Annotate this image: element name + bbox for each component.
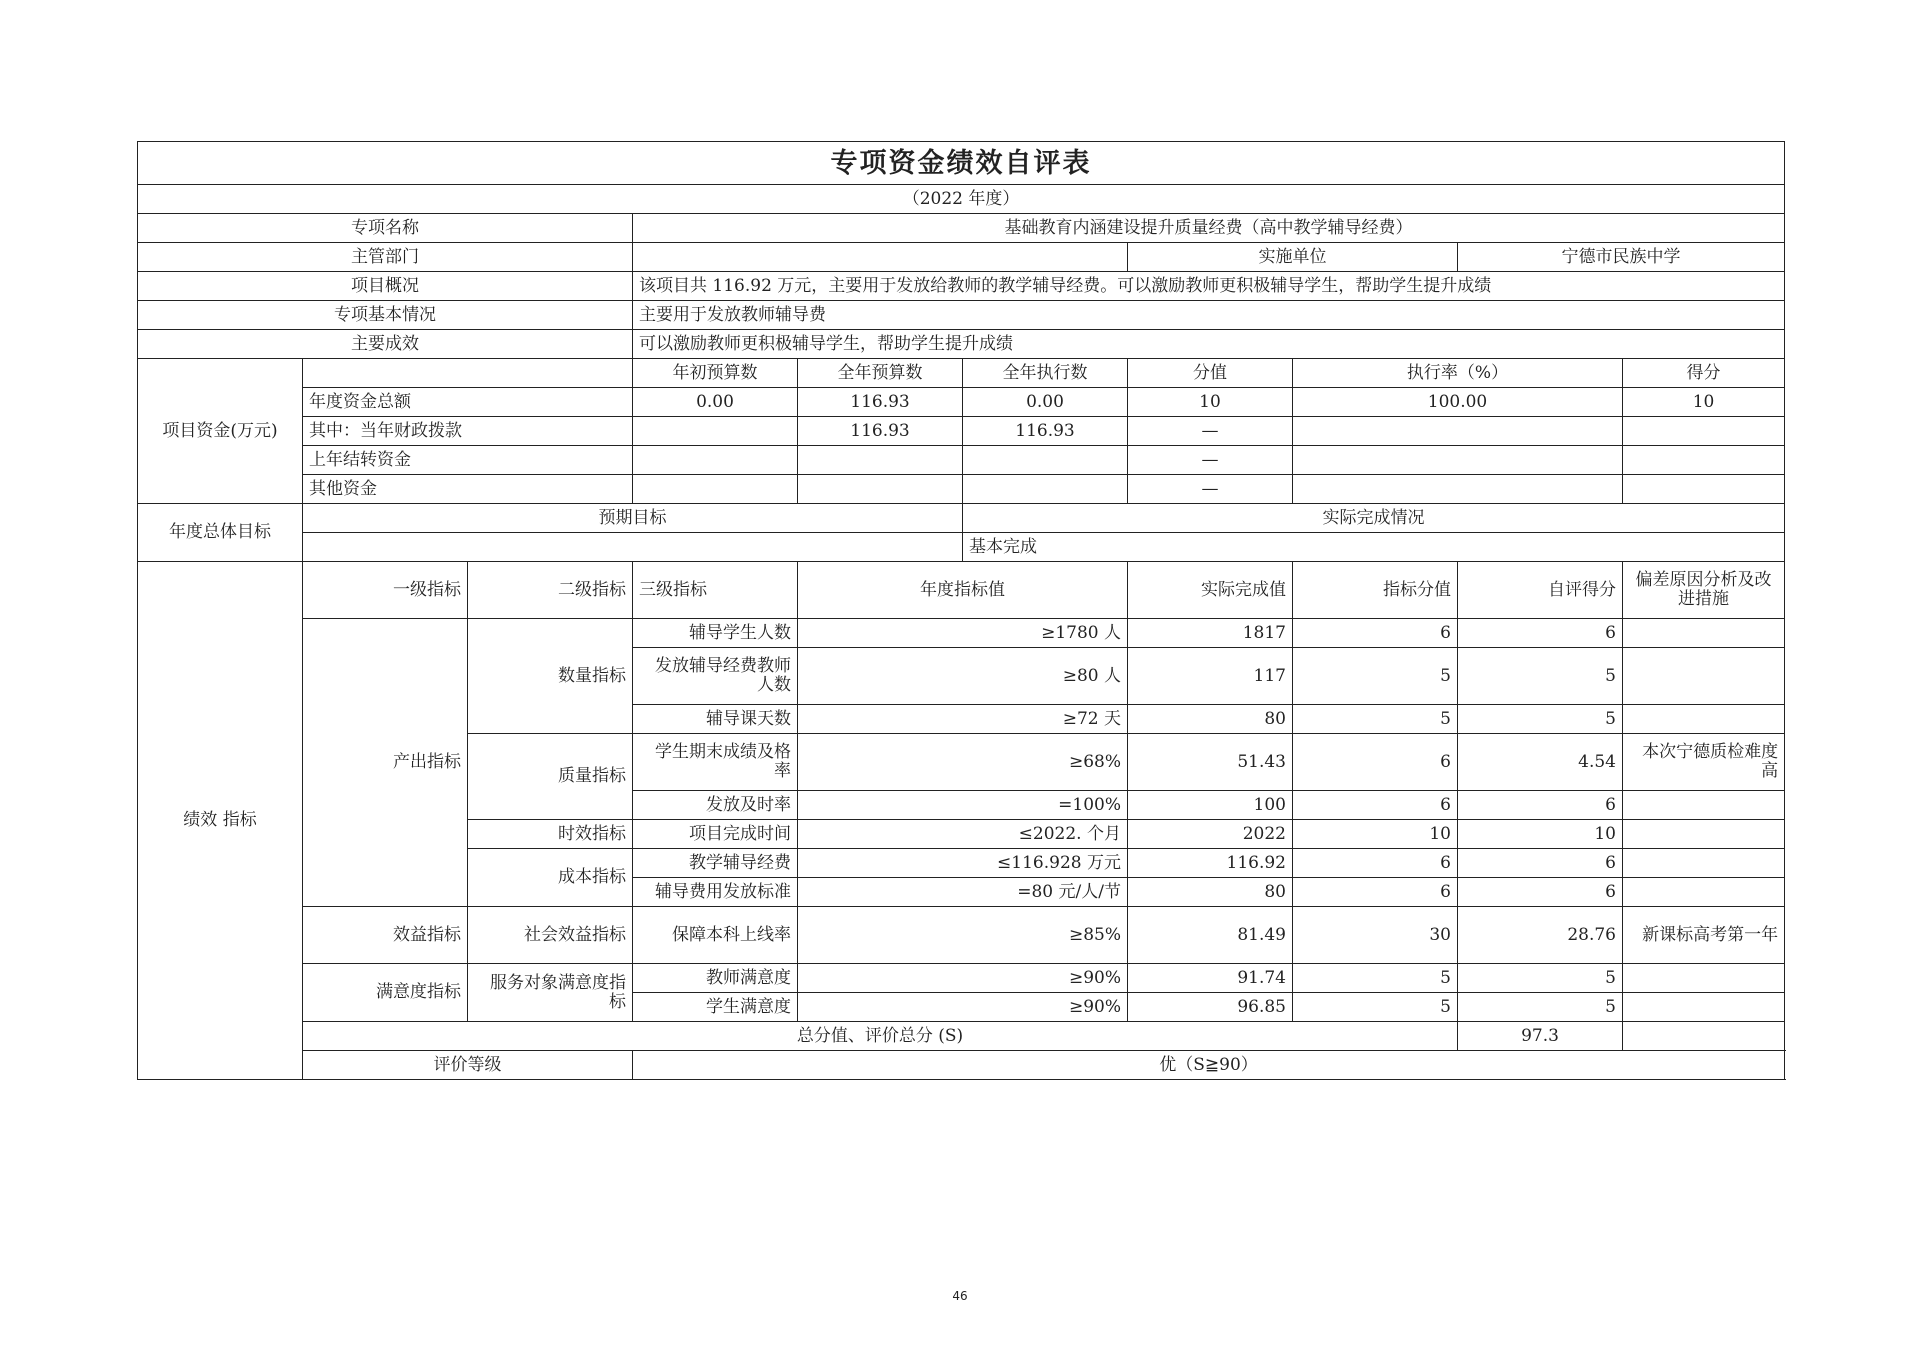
perf-header: 指标分值 [1293, 562, 1458, 619]
impl-unit: 宁德市民族中学 [1458, 243, 1785, 272]
page-number: 46 [952, 1289, 968, 1303]
indicator-actual: 81.49 [1128, 907, 1293, 964]
level1-benefit: 效益指标 [303, 907, 468, 964]
indicator-self-score: 28.76 [1458, 907, 1623, 964]
indicator-self-score: 5 [1458, 964, 1623, 993]
indicator-target: ≥85% [798, 907, 1128, 964]
grade-label: 评价等级 [303, 1051, 633, 1080]
funds-header: 全年预算数 [798, 359, 963, 388]
impl-unit-label: 实施单位 [1128, 243, 1458, 272]
indicator-actual: 2022 [1128, 820, 1293, 849]
results-text: 可以激励教师更积极辅导学生，帮助学生提升成绩 [633, 330, 1785, 359]
funds-cell: 116.93 [798, 388, 963, 417]
indicator-self-score: 10 [1458, 820, 1623, 849]
funds-row-name: 年度资金总额 [303, 388, 633, 417]
funds-cell: 0.00 [963, 388, 1128, 417]
indicator-name: 项目完成时间 [633, 820, 798, 849]
funds-cell: 100.00 [1293, 388, 1623, 417]
level2-cost: 成本指标 [468, 849, 633, 907]
grade-row [138, 1051, 1785, 1080]
funds-cell [633, 417, 798, 446]
dept-row [138, 243, 1785, 272]
funds-cell [1623, 446, 1785, 475]
funds-row [138, 388, 1785, 417]
funds-cell [1623, 417, 1785, 446]
fiscal-year: （2022 年度） [138, 185, 1785, 214]
perf-header: 三级指标 [633, 562, 798, 619]
indicator-actual: 117 [1128, 648, 1293, 705]
page-title: 专项资金绩效自评表 [138, 142, 1785, 185]
funds-cell: — [1128, 417, 1293, 446]
project-name-label: 专项名称 [138, 214, 633, 243]
indicator-target: ≥1780 人 [798, 619, 1128, 648]
level2-timeliness: 时效指标 [468, 820, 633, 849]
funds-cell [798, 446, 963, 475]
goals-row [138, 533, 1785, 562]
indicator-score: 30 [1293, 907, 1458, 964]
funds-cell: 0.00 [633, 388, 798, 417]
funds-cell: 116.93 [963, 417, 1128, 446]
funds-header: 得分 [1623, 359, 1785, 388]
funds-cell [633, 475, 798, 504]
indicator-note [1623, 964, 1785, 993]
indicator-score: 5 [1293, 705, 1458, 734]
indicator-target: ≥72 天 [798, 705, 1128, 734]
funds-cell: 116.93 [798, 417, 963, 446]
indicator-score: 6 [1293, 878, 1458, 907]
funds-row [138, 417, 1785, 446]
funds-cell [963, 475, 1128, 504]
level2-quality: 质量指标 [468, 734, 633, 820]
indicator-name: 学生满意度 [633, 993, 798, 1022]
indicator-target: ≤116.928 万元 [798, 849, 1128, 878]
indicator-note [1623, 791, 1785, 820]
indicator-actual: 96.85 [1128, 993, 1293, 1022]
indicator-target: ≥90% [798, 993, 1128, 1022]
dept-value [633, 243, 1128, 272]
perf-header: 偏差原因分析及改进措施 [1623, 562, 1785, 619]
grade-value: 优（S≧90） [633, 1051, 1785, 1080]
indicator-score: 10 [1293, 820, 1458, 849]
indicator-note [1623, 619, 1785, 648]
funds-row [138, 446, 1785, 475]
indicator-note [1623, 820, 1785, 849]
goals-label: 年度总体目标 [138, 504, 303, 562]
indicator-score: 6 [1293, 849, 1458, 878]
perf-label: 绩效 指标 [138, 562, 303, 1080]
indicator-self-score: 5 [1458, 993, 1623, 1022]
indicator-name: 发放及时率 [633, 791, 798, 820]
indicator-actual: 100 [1128, 791, 1293, 820]
perf-header: 一级指标 [303, 562, 468, 619]
indicator-self-score: 5 [1458, 705, 1623, 734]
indicator-note: 本次宁德质检难度高 [1623, 734, 1785, 791]
indicator-target: ≥90% [798, 964, 1128, 993]
indicator-target: =100% [798, 791, 1128, 820]
funds-cell: — [1128, 475, 1293, 504]
funds-row-name: 上年结转资金 [303, 446, 633, 475]
indicator-score: 5 [1293, 648, 1458, 705]
level1-satisfaction: 满意度指标 [303, 964, 468, 1022]
indicator-note [1623, 705, 1785, 734]
project-name-row [138, 214, 1785, 243]
project-name: 基础教育内涵建设提升质量经费（高中教学辅导经费） [633, 214, 1785, 243]
dept-label: 主管部门 [138, 243, 633, 272]
indicator-actual: 51.43 [1128, 734, 1293, 791]
funds-cell [798, 475, 963, 504]
indicator-score: 6 [1293, 619, 1458, 648]
funds-header-blank [303, 359, 633, 388]
indicator-actual: 80 [1128, 878, 1293, 907]
indicator-note [1623, 993, 1785, 1022]
funds-cell [963, 446, 1128, 475]
perf-header: 年度指标值 [798, 562, 1128, 619]
funds-cell: 10 [1128, 388, 1293, 417]
indicator-score: 6 [1293, 734, 1458, 791]
table-row [138, 907, 1785, 964]
indicator-name: 学生期末成绩及格率 [633, 734, 798, 791]
indicator-self-score: 4.54 [1458, 734, 1623, 791]
indicator-self-score: 6 [1458, 878, 1623, 907]
indicator-note [1623, 878, 1785, 907]
goals-header-row [138, 504, 1785, 533]
indicator-actual: 116.92 [1128, 849, 1293, 878]
results-label: 主要成效 [138, 330, 633, 359]
indicator-target: ≤2022. 个月 [798, 820, 1128, 849]
funds-cell [1293, 475, 1623, 504]
indicator-self-score: 5 [1458, 648, 1623, 705]
basic-row [138, 301, 1785, 330]
funds-cell [633, 446, 798, 475]
indicator-name: 教师满意度 [633, 964, 798, 993]
indicator-name: 教学辅导经费 [633, 849, 798, 878]
indicator-note [1623, 849, 1785, 878]
funds-cell [1623, 475, 1785, 504]
level1-output: 产出指标 [303, 619, 468, 907]
funds-cell [1293, 446, 1623, 475]
funds-header: 执行率（%） [1293, 359, 1623, 388]
total-value: 97.3 [1458, 1022, 1623, 1051]
indicator-self-score: 6 [1458, 619, 1623, 648]
perf-header: 自评得分 [1458, 562, 1623, 619]
indicator-note: 新课标高考第一年 [1623, 907, 1785, 964]
total-row [138, 1022, 1785, 1051]
overview-row [138, 272, 1785, 301]
indicator-name: 辅导费用发放标准 [633, 878, 798, 907]
self-evaluation-table [137, 141, 1785, 1080]
funds-cell [1293, 417, 1623, 446]
indicator-score: 6 [1293, 791, 1458, 820]
basic-label: 专项基本情况 [138, 301, 633, 330]
indicator-actual: 91.74 [1128, 964, 1293, 993]
funds-row-name: 其他资金 [303, 475, 633, 504]
funds-header: 年初预算数 [633, 359, 798, 388]
goals-actual: 基本完成 [963, 533, 1785, 562]
funds-cell: 10 [1623, 388, 1785, 417]
goals-expected [303, 533, 963, 562]
table-row [138, 964, 1785, 993]
indicator-target: ≥68% [798, 734, 1128, 791]
total-label: 总分值、评价总分 (S) [303, 1022, 1458, 1051]
indicator-self-score: 6 [1458, 849, 1623, 878]
indicator-name: 保障本科上线率 [633, 907, 798, 964]
indicator-name: 辅导学生人数 [633, 619, 798, 648]
indicator-actual: 80 [1128, 705, 1293, 734]
funds-row-name: 其中：当年财政拨款 [303, 417, 633, 446]
overview-label: 项目概况 [138, 272, 633, 301]
basic-text: 主要用于发放教师辅导费 [633, 301, 1785, 330]
table-row [138, 619, 1785, 648]
indicator-actual: 1817 [1128, 619, 1293, 648]
indicator-note [1623, 648, 1785, 705]
funds-header: 全年执行数 [963, 359, 1128, 388]
indicator-target: =80 元/人/节 [798, 878, 1128, 907]
funds-header-row [138, 359, 1785, 388]
indicator-target: ≥80 人 [798, 648, 1128, 705]
perf-header: 二级指标 [468, 562, 633, 619]
results-row [138, 330, 1785, 359]
goals-expected-label: 预期目标 [303, 504, 963, 533]
indicator-score: 5 [1293, 993, 1458, 1022]
indicator-name: 辅导课天数 [633, 705, 798, 734]
indicator-name: 发放辅导经费教师人数 [633, 648, 798, 705]
total-blank [1623, 1022, 1785, 1051]
perf-header-row [138, 562, 1785, 619]
level2-service-satisfaction: 服务对象满意度指标 [468, 964, 633, 1022]
funds-row [138, 475, 1785, 504]
funds-cell: — [1128, 446, 1293, 475]
funds-header: 分值 [1128, 359, 1293, 388]
perf-header: 实际完成值 [1128, 562, 1293, 619]
overview-text: 该项目共 116.92 万元，主要用于发放给教师的教学辅导经费。可以激励教师更积极辅导学生，帮助学生提升成绩 [633, 272, 1785, 301]
level2-social: 社会效益指标 [468, 907, 633, 964]
level2-quantity: 数量指标 [468, 619, 633, 734]
goals-actual-label: 实际完成情况 [963, 504, 1785, 533]
indicator-self-score: 6 [1458, 791, 1623, 820]
funds-label: 项目资金(万元) [138, 359, 303, 504]
indicator-score: 5 [1293, 964, 1458, 993]
